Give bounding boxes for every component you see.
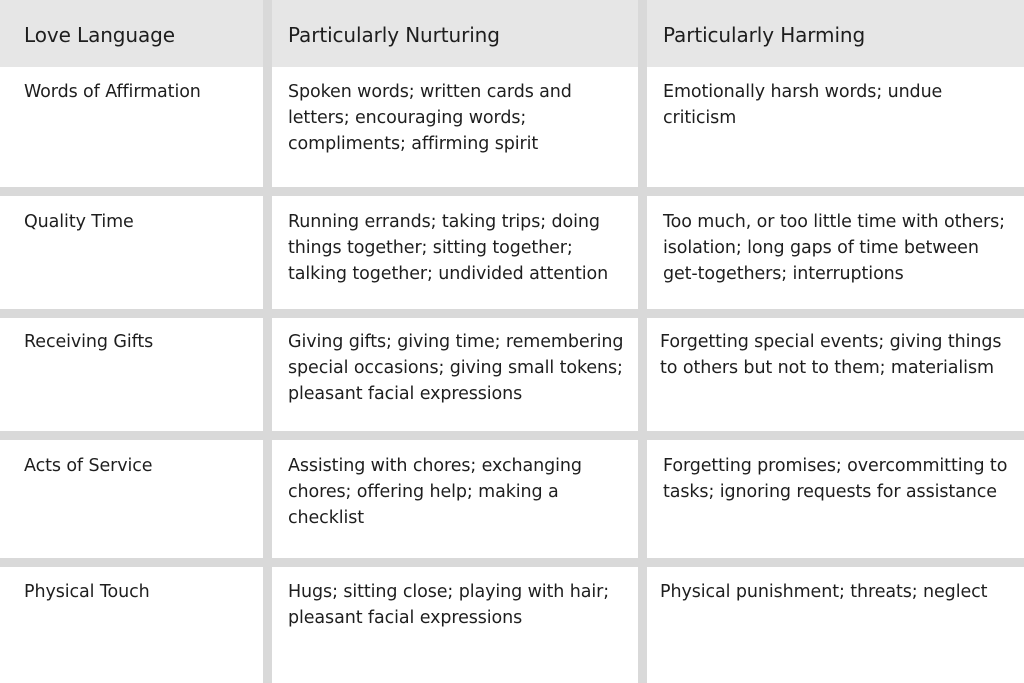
row-words-of-affirmation-harming: Emotionally harsh words; undue criticism [647, 67, 1024, 187]
row-physical-touch-language: Physical Touch [0, 567, 263, 683]
row-receiving-gifts-harming: Forgetting special events; giving things to others but not to them; materialism [647, 318, 1024, 431]
row-physical-touch-nurturing: Hugs; sitting close; playing with hair; pleasant facial expressions [272, 567, 638, 683]
row-physical-touch-harming: Physical punishment; threats; neglect [647, 567, 1024, 683]
row-receiving-gifts-language: Receiving Gifts [0, 318, 263, 431]
row-words-of-affirmation-language: Words of Affirmation [0, 67, 263, 187]
row-words-of-affirmation-nurturing: Spoken words; written cards and letters; encouraging words; compliments; affirming spirit [272, 67, 638, 187]
header-particularly-nurturing: Particularly Nurturing [272, 0, 638, 67]
header-love-language: Love Language [0, 0, 263, 67]
row-receiving-gifts-nurturing: Giving gifts; giving time; remembering special occasions; giving small tokens; pleasant facial expressions [272, 318, 638, 431]
row-quality-time-harming: Too much, or too little time with others; isolation; long gaps of time between get-togethers; interruptions [647, 196, 1024, 309]
row-quality-time-nurturing: Running errands; taking trips; doing things together; sitting together; talking together; undivided attention [272, 196, 638, 309]
row-acts-of-service-language: Acts of Service [0, 440, 263, 558]
row-acts-of-service-nurturing: Assisting with chores; exchanging chores; offering help; making a checklist [272, 440, 638, 558]
header-particularly-harming: Particularly Harming [647, 0, 1024, 67]
row-acts-of-service-harming: Forgetting promises; overcommitting to tasks; ignoring requests for assistance [647, 440, 1024, 558]
row-quality-time-language: Quality Time [0, 196, 263, 309]
